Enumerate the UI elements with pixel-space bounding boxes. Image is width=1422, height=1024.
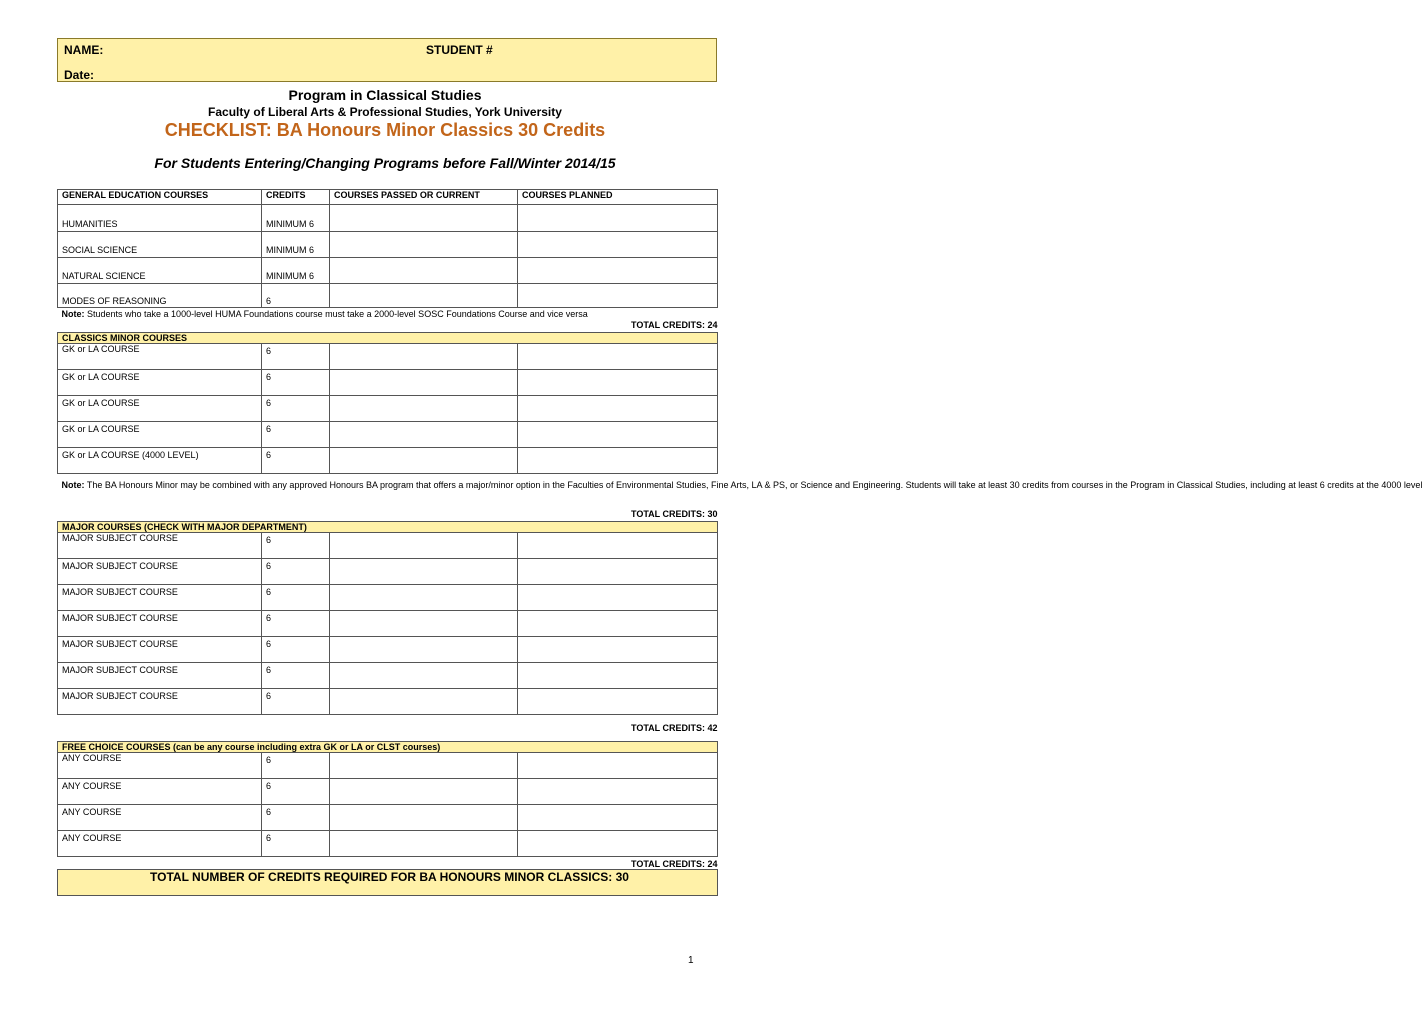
classics-note: Note: The BA Honours Minor may be combined with any approved Honours BA program that offers a major/minor option in the Faculties of Environmental Studies, Fine Arts, LA & PS, or Science and Engineering. Students will take at least 30 credits from courses in the Program in Classical Studies, including at least 6 credits at the 4000 level	[58, 473, 718, 509]
student-info-box	[57, 38, 717, 82]
planned-cell[interactable]	[518, 636, 718, 662]
table-row	[58, 343, 718, 369]
credits-cell: 6	[262, 830, 330, 856]
passed-cell[interactable]	[330, 752, 518, 778]
table-row	[58, 532, 718, 558]
credits-cell: MINIMUM 6	[262, 258, 330, 284]
course-cell: ANY COURSE	[58, 778, 262, 804]
note-row	[58, 473, 718, 509]
course-cell: MAJOR SUBJECT COURSE	[58, 636, 262, 662]
passed-cell[interactable]	[330, 804, 518, 830]
passed-cell[interactable]	[330, 532, 518, 558]
planned-cell[interactable]	[518, 258, 718, 284]
planned-cell[interactable]	[518, 395, 718, 421]
col-passed-header: COURSES PASSED OR CURRENT	[330, 190, 518, 205]
course-cell: GK or LA COURSE	[58, 343, 262, 369]
grand-total-row	[58, 869, 718, 895]
course-cell: ANY COURSE	[58, 830, 262, 856]
planned-cell[interactable]	[518, 752, 718, 778]
gen-ed-note: Note: Students who take a 1000-level HUMA Foundations course must take a 2000-level SOSC Foundations Course and vice versa	[61, 309, 588, 319]
student-number-label: STUDENT #	[426, 43, 493, 57]
course-cell: HUMANITIES	[58, 205, 262, 232]
credits-cell: 6	[262, 369, 330, 395]
planned-cell[interactable]	[518, 343, 718, 369]
course-cell: MAJOR SUBJECT COURSE	[58, 610, 262, 636]
planned-cell[interactable]	[518, 688, 718, 714]
classics-section-header: CLASSICS MINOR COURSES	[58, 332, 718, 343]
passed-cell[interactable]	[330, 662, 518, 688]
course-cell: ANY COURSE	[58, 804, 262, 830]
col-credits-header: CREDITS	[262, 190, 330, 205]
table-row	[58, 830, 718, 856]
table-row	[58, 205, 718, 232]
table-row	[58, 421, 718, 447]
passed-cell[interactable]	[330, 258, 518, 284]
credits-cell: 6	[262, 584, 330, 610]
credits-cell: 6	[262, 558, 330, 584]
gen-ed-total: TOTAL CREDITS: 24	[58, 320, 718, 332]
section-header-row	[58, 741, 718, 752]
table-row	[58, 558, 718, 584]
total-row	[58, 509, 718, 521]
table-row	[58, 232, 718, 258]
course-cell: MAJOR SUBJECT COURSE	[58, 558, 262, 584]
free-section-header: FREE CHOICE COURSES (can be any course including extra GK or LA or CLST courses)	[58, 741, 718, 752]
passed-cell[interactable]	[330, 636, 518, 662]
passed-cell[interactable]	[330, 610, 518, 636]
total-row	[58, 856, 718, 869]
table-row	[58, 636, 718, 662]
column-header-row	[58, 190, 718, 205]
planned-cell[interactable]	[518, 421, 718, 447]
credits-cell: 6	[262, 395, 330, 421]
table-row	[58, 804, 718, 830]
planned-cell[interactable]	[518, 584, 718, 610]
course-cell: GK or LA COURSE (4000 LEVEL)	[58, 447, 262, 473]
credits-cell: 6	[262, 688, 330, 714]
passed-cell[interactable]	[330, 232, 518, 258]
course-cell: MAJOR SUBJECT COURSE	[58, 584, 262, 610]
credits-cell: 6	[262, 343, 330, 369]
planned-cell[interactable]	[518, 804, 718, 830]
page-number: 1	[688, 955, 694, 966]
section-header-row	[58, 332, 718, 343]
passed-cell[interactable]	[330, 778, 518, 804]
passed-cell[interactable]	[330, 830, 518, 856]
credits-cell: 6	[262, 804, 330, 830]
grand-total: TOTAL NUMBER OF CREDITS REQUIRED FOR BA HONOURS MINOR CLASSICS: 30	[58, 869, 718, 895]
credits-cell: 6	[262, 447, 330, 473]
course-cell: GK or LA COURSE	[58, 421, 262, 447]
program-title: Program in Classical Studies	[288, 87, 482, 103]
credits-cell: 6	[262, 778, 330, 804]
checklist-title: CHECKLIST: BA Honours Minor Classics 30 Credits	[164, 120, 606, 140]
planned-cell[interactable]	[518, 369, 718, 395]
table-row	[58, 688, 718, 714]
passed-cell[interactable]	[330, 584, 518, 610]
credits-cell: 6	[262, 610, 330, 636]
course-cell: MODES OF REASONING	[58, 284, 262, 308]
table-row	[58, 752, 718, 778]
table-row	[58, 662, 718, 688]
passed-cell[interactable]	[330, 447, 518, 473]
planned-cell[interactable]	[518, 205, 718, 232]
course-cell: GK or LA COURSE	[58, 395, 262, 421]
date-label: Date:	[64, 68, 95, 82]
course-cell: NATURAL SCIENCE	[58, 258, 262, 284]
passed-cell[interactable]	[330, 688, 518, 714]
note-row	[58, 308, 718, 321]
col-planned-header: COURSES PLANNED	[518, 190, 718, 205]
major-total: TOTAL CREDITS: 42	[58, 714, 718, 741]
planned-cell[interactable]	[518, 447, 718, 473]
planned-cell[interactable]	[518, 532, 718, 558]
course-cell: MAJOR SUBJECT COURSE	[58, 662, 262, 688]
table-row	[58, 369, 718, 395]
table-row	[58, 447, 718, 473]
table-row	[58, 584, 718, 610]
course-cell: GK or LA COURSE	[58, 369, 262, 395]
planned-cell[interactable]	[518, 830, 718, 856]
checklist-table	[57, 189, 1422, 896]
passed-cell[interactable]	[330, 205, 518, 232]
course-cell: SOCIAL SCIENCE	[58, 232, 262, 258]
credits-cell: 6	[262, 532, 330, 558]
credits-cell: MINIMUM 6	[262, 232, 330, 258]
course-cell: MAJOR SUBJECT COURSE	[58, 688, 262, 714]
table-row	[58, 778, 718, 804]
table-row	[58, 284, 718, 308]
major-section-header: MAJOR COURSES (CHECK WITH MAJOR DEPARTMENT)	[58, 521, 718, 532]
planned-cell[interactable]	[518, 284, 718, 308]
passed-cell[interactable]	[330, 369, 518, 395]
planned-cell[interactable]	[518, 662, 718, 688]
planned-cell[interactable]	[518, 232, 718, 258]
col-course-header: GENERAL EDUCATION COURSES	[58, 190, 262, 205]
entering-subtitle: For Students Entering/Changing Programs before Fall/Winter 2014/15	[154, 155, 616, 171]
name-label: NAME:	[64, 43, 104, 57]
credits-cell: 6	[262, 662, 330, 688]
section-header-row	[58, 521, 718, 532]
faculty-title: Faculty of Liberal Arts & Professional Studies, York University	[208, 105, 562, 119]
passed-cell[interactable]	[330, 284, 518, 308]
passed-cell[interactable]	[330, 421, 518, 447]
course-cell: ANY COURSE	[58, 752, 262, 778]
table-row	[58, 395, 718, 421]
passed-cell[interactable]	[330, 343, 518, 369]
credits-cell: MINIMUM 6	[262, 205, 330, 232]
credits-cell: 6	[262, 284, 330, 308]
planned-cell[interactable]	[518, 610, 718, 636]
table-row	[58, 258, 718, 284]
passed-cell[interactable]	[330, 558, 518, 584]
table-row	[58, 610, 718, 636]
total-row	[58, 320, 718, 332]
total-row	[58, 714, 718, 741]
classics-total: TOTAL CREDITS: 30	[58, 509, 718, 521]
planned-cell[interactable]	[518, 558, 718, 584]
passed-cell[interactable]	[330, 395, 518, 421]
planned-cell[interactable]	[518, 778, 718, 804]
free-total: TOTAL CREDITS: 24	[58, 856, 718, 869]
course-cell: MAJOR SUBJECT COURSE	[58, 532, 262, 558]
credits-cell: 6	[262, 636, 330, 662]
credits-cell: 6	[262, 752, 330, 778]
credits-cell: 6	[262, 421, 330, 447]
